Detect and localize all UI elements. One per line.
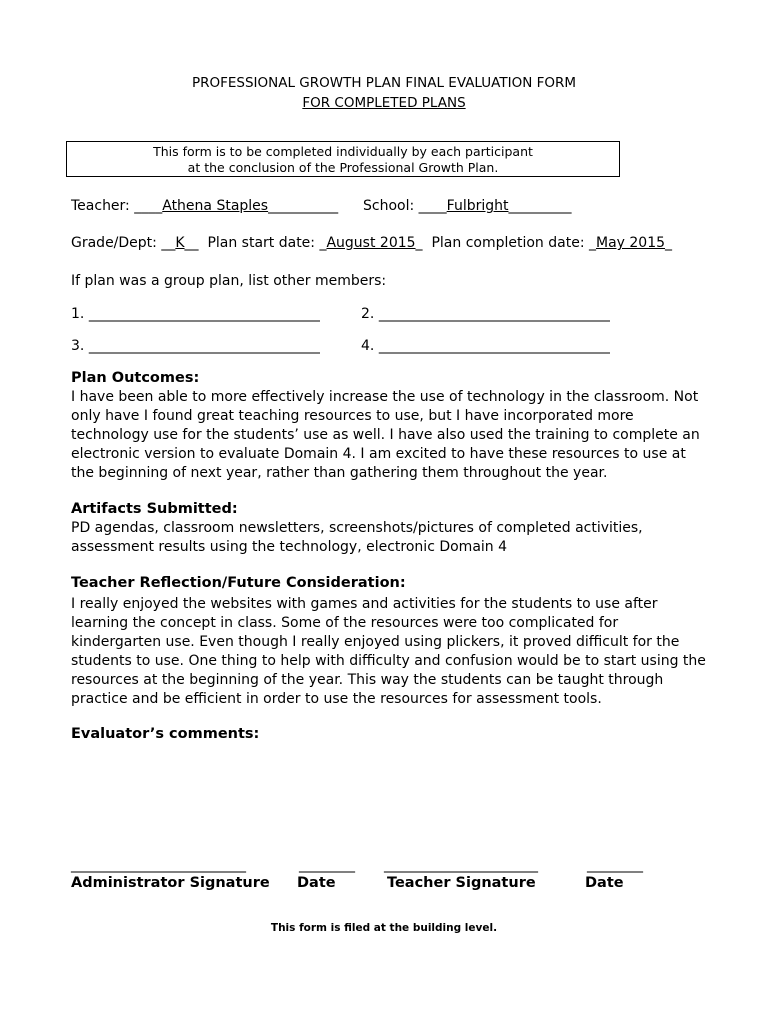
admin-signature-line: _________________________ [71, 857, 246, 873]
member-number: 2. [361, 306, 375, 322]
member-number: 1. [71, 306, 85, 322]
dates-row [71, 235, 672, 251]
artifacts-text: PD agendas, classroom newsletters, screenshots/pictures of completed activities, assessment results using the technology, electronic Domain 4 [71, 520, 643, 555]
grade-post: __ [184, 235, 199, 251]
start-post: _ [415, 235, 423, 251]
member-3 [71, 338, 320, 354]
completion-label: Plan completion date: [431, 235, 589, 251]
teacher-pre: ____ [134, 198, 163, 214]
start-pre: _ [319, 235, 327, 251]
teacher-date-label: Date [585, 875, 624, 891]
form-title: PROFESSIONAL GROWTH PLAN FINAL EVALUATION FORM [191, 75, 577, 91]
outcomes-heading: Plan Outcomes: [71, 370, 200, 386]
member-4 [361, 338, 610, 354]
school-pre: ____ [418, 198, 447, 214]
completion-pre: _ [588, 235, 596, 251]
member-line: _________________________________ [378, 338, 610, 354]
footer-note: This form is filed at the building level. [270, 922, 498, 934]
teacher-post: __________ [268, 198, 339, 214]
reflection-heading: Teacher Reflection/Future Consideration: [71, 575, 406, 591]
member-2 [361, 306, 610, 322]
member-1 [71, 306, 320, 322]
member-number: 3. [71, 338, 85, 354]
teacher-date-line: ________ [587, 857, 643, 873]
teacher-signature-line: ______________________ [384, 857, 538, 873]
teacher-field [71, 198, 338, 214]
member-number: 4. [361, 338, 375, 354]
school-label: School: [363, 198, 419, 214]
teacher-label: Teacher: [71, 198, 135, 214]
form-subtitle [0, 95, 768, 111]
admin-signature-label: Administrator Signature [71, 875, 270, 891]
instructions-line-2: at the conclusion of the Professional Growth Plan. [187, 160, 499, 175]
member-line: _________________________________ [88, 306, 320, 322]
member-line: _________________________________ [88, 338, 320, 354]
group-prompt: If plan was a group plan, list other members: [71, 273, 387, 289]
instructions-box [66, 141, 620, 177]
instructions-line-1: This form is to be completed individually by each participant [153, 144, 533, 159]
grade-pre: __ [161, 235, 176, 251]
completion-post: _ [665, 235, 673, 251]
teacher-value: Athena Staples [162, 198, 269, 214]
artifacts-heading: Artifacts Submitted: [71, 501, 238, 517]
member-line: _________________________________ [378, 306, 610, 322]
school-value: Fulbright [446, 198, 509, 214]
start-label: Plan start date: [207, 235, 320, 251]
admin-date-label: Date [297, 875, 336, 891]
completion-value: May 2015 [595, 235, 666, 251]
reflection-text: I really enjoyed the websites with games and activities for the students to use after learning the concept in class. Some of the resources were too complicated for kindergarten use. Even though I really enjoyed using plickers, it proved difficult for the students to use. One thing to help with difficulty and confusion would be to start using the resources at the beginning of the year. This way the students can be taught through practice and be efficient in order to use the resources for assessment tools. [71, 596, 706, 707]
evaluator-comments-heading: Evaluator’s comments: [71, 726, 260, 742]
start-value: August 2015 [326, 235, 416, 251]
grade-label: Grade/Dept: [71, 235, 162, 251]
grade-value: K [175, 235, 185, 251]
teacher-signature-label: Teacher Signature [387, 875, 536, 891]
school-field [363, 198, 572, 214]
admin-date-line: ________ [299, 857, 355, 873]
outcomes-text: I have been able to more effectively increase the use of technology in the classroom. Not only have I found great teaching resources to use, but I have incorporated more technology use for the students’ use as well. I have also used the training to complete an electronic version to evaluate Domain 4. I am excited to have these resources to use at the beginning of next year, rather than gathering them throughout the year. [71, 389, 700, 481]
school-post: _________ [508, 198, 572, 214]
form-subtitle-text: FOR COMPLETED PLANS [302, 95, 466, 111]
